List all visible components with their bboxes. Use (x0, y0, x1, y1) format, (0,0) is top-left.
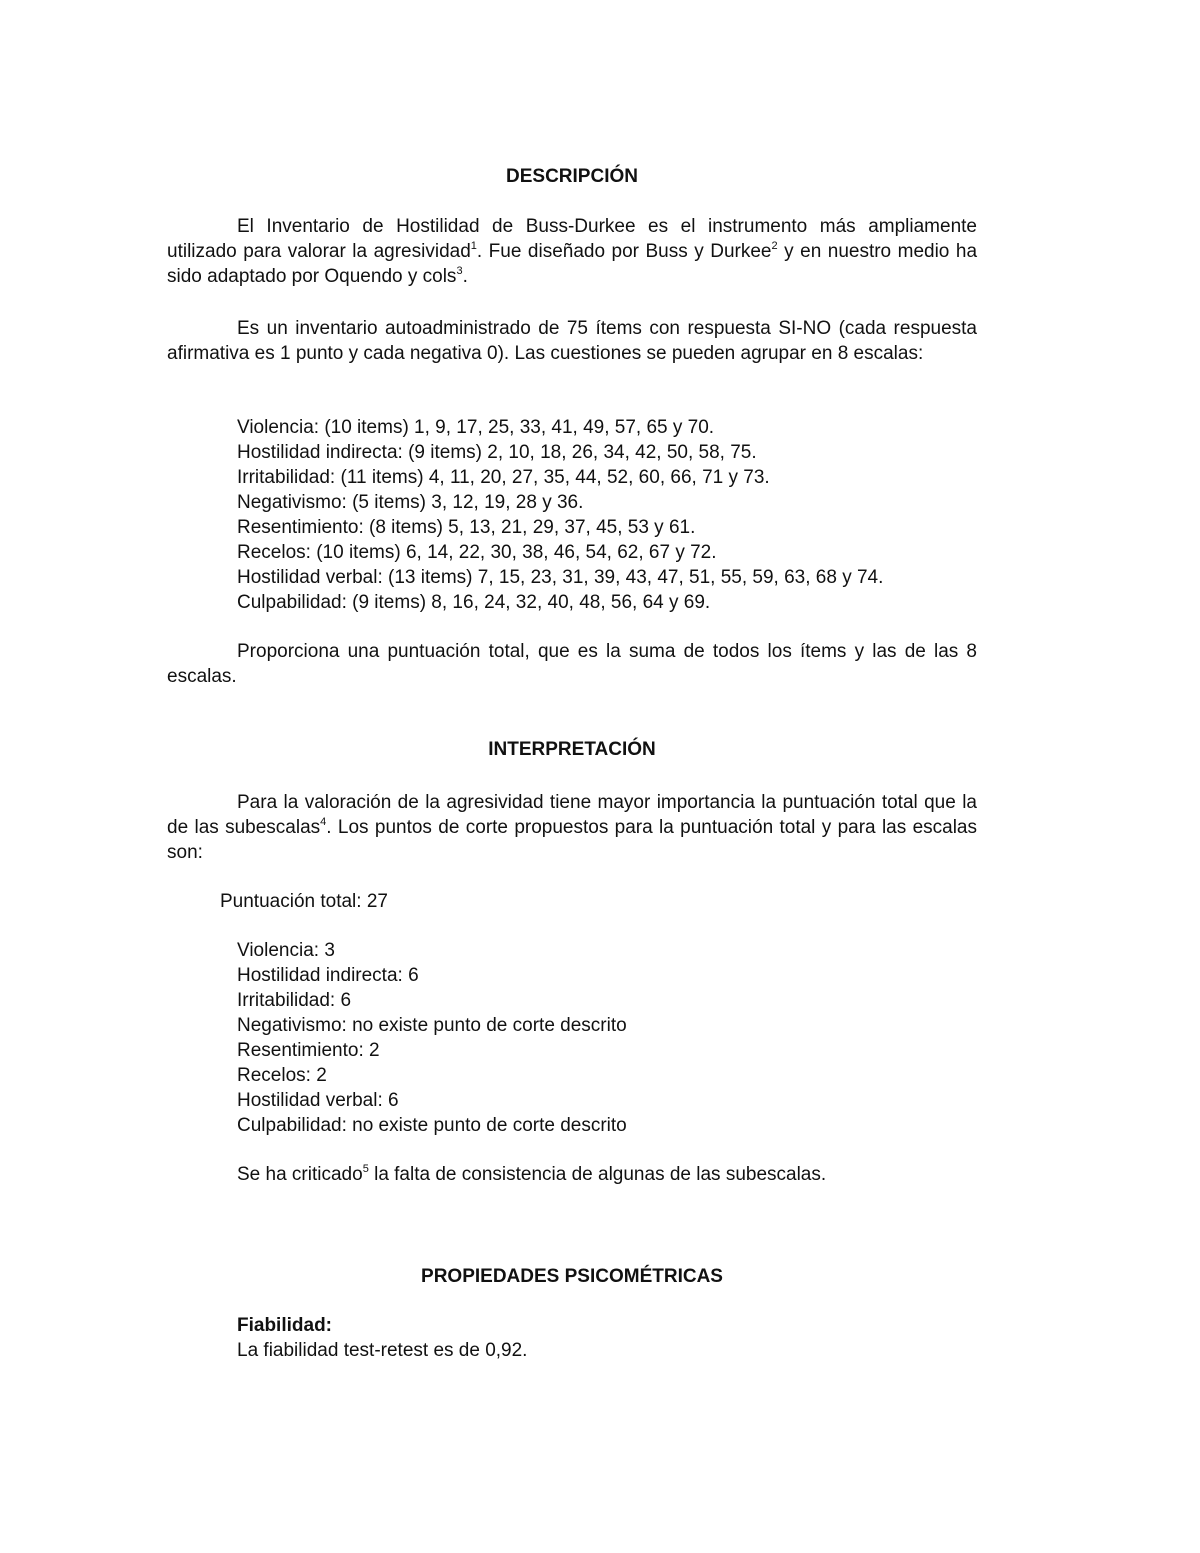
list-item: Resentimiento: (8 items) 5, 13, 21, 29, 37, 45, 53 y 61. (237, 517, 696, 538)
paragraph-valoracion: Para la valoración de la agresividad tiene mayor importancia la puntuación total que la de las subescalas$^4$. Los puntos de corte propuestos para la puntuación total y para las escalas son: (167, 792, 977, 863)
footnote-ref-2: 2 (771, 240, 778, 252)
list-item: Resentimiento: 2 (237, 1040, 380, 1061)
heading-interpretacion: INTERPRETACIÓN (488, 739, 656, 760)
list-item: Culpabilidad: (9 items) 8, 16, 24, 32, 40, 48, 56, 64 y 69. (237, 592, 711, 613)
fiabilidad-label: Fiabilidad: (237, 1315, 332, 1336)
cutoffs-list (237, 938, 997, 1138)
footnote-ref-1: 1 (470, 240, 477, 252)
paragraph-inventario: Es un inventario autoadministrado de 75 ítems con respuesta SI-NO (cada respuesta afirmativa es 1 punto y cada negativa 0). Las cuestiones se pueden agrupar en 8 escalas: (167, 318, 977, 364)
fiabilidad-text: La fiabilidad test-retest es de 0,92. (237, 1340, 528, 1361)
list-item: Violencia: (10 items) 1, 9, 17, 25, 33, 41, 49, 57, 65 y 70. (237, 417, 715, 438)
heading-propiedades: PROPIEDADES PSICOMÉTRICAS (421, 1266, 723, 1287)
list-item: Irritabilidad: (11 items) 4, 11, 20, 27, 35, 44, 52, 60, 66, 71 y 73. (237, 467, 770, 488)
list-item: Recelos: (10 items) 6, 14, 22, 30, 38, 46, 54, 62, 67 y 72. (237, 542, 717, 563)
list-item: Negativismo: (5 items) 3, 12, 19, 28 y 36. (237, 492, 584, 513)
paragraph-intro: El Inventario de Hostilidad de Buss-Durkee es el instrumento más ampliamente utilizado para valorar la agresividad$^1$. Fue diseñado por Buss y Durkee$^2$ y en nuestro medio ha sido adaptado por Oquendo y cols$^3$. (167, 216, 978, 287)
list-item: Culpabilidad: no existe punto de corte descrito (237, 1115, 627, 1136)
critica-line: Se ha criticado$^5$ la falta de consistencia de algunas de las subescalas. (237, 1163, 827, 1185)
footnote-ref-3: 3 (456, 265, 463, 277)
paragraph-puntuacion: Proporciona una puntuación total, que es la suma de todos los ítems y las de las 8 escalas. (167, 641, 977, 687)
list-item: Hostilidad verbal: 6 (237, 1090, 399, 1111)
list-item: Irritabilidad: 6 (237, 990, 352, 1011)
list-item: Hostilidad verbal: (13 items) 7, 15, 23, 31, 39, 43, 47, 51, 55, 59, 63, 68 y 74. (237, 567, 884, 588)
list-item: Hostilidad indirecta: 6 (237, 965, 419, 986)
footnote-ref-4: 4 (320, 816, 327, 828)
footnote-ref-5: 5 (362, 1163, 369, 1175)
list-item: Hostilidad indirecta: (9 items) 2, 10, 18, 26, 34, 42, 50, 58, 75. (237, 442, 757, 463)
list-item: Recelos: 2 (237, 1065, 327, 1086)
heading-descripcion: DESCRIPCIÓN (506, 166, 638, 187)
list-item: Negativismo: no existe punto de corte descrito (237, 1015, 627, 1036)
scales-list (237, 415, 997, 615)
list-item: Violencia: 3 (237, 940, 335, 961)
total-cutoff: Puntuación total: 27 (220, 891, 388, 912)
